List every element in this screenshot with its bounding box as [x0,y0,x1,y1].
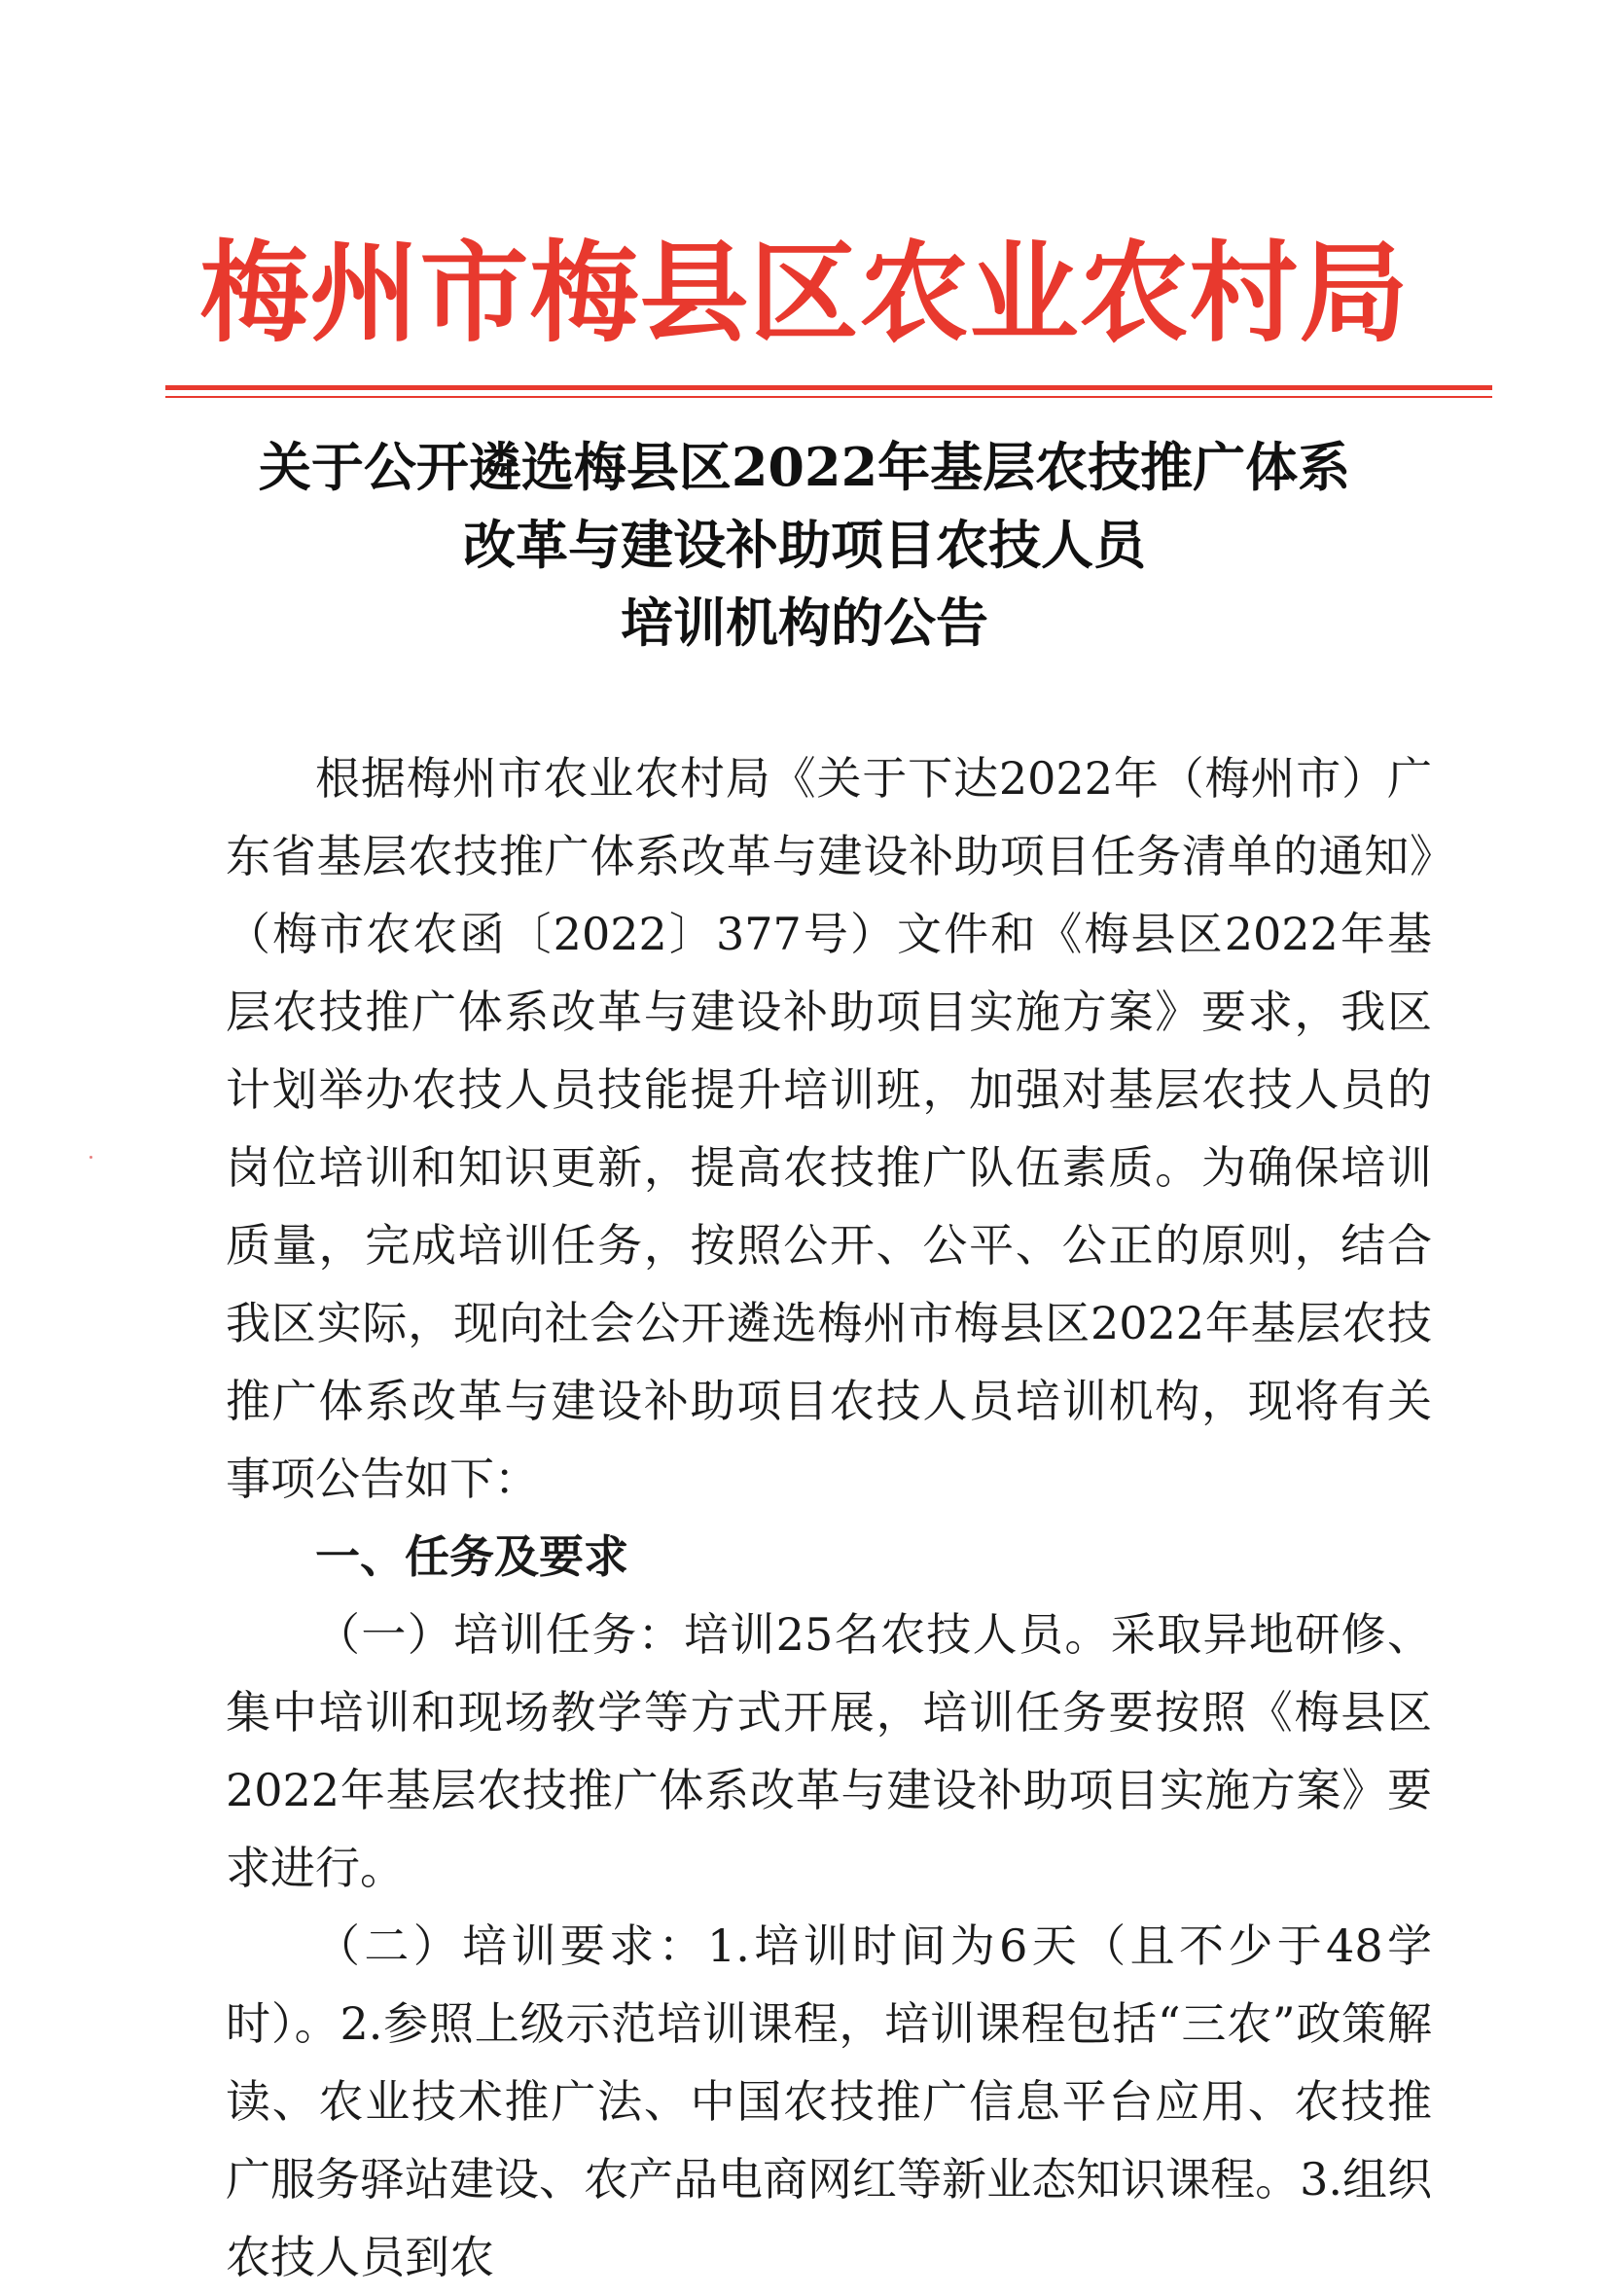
training-requirement-paragraph: （二）培训要求：1.培训时间为6天（且不少于48学时）。2.参照上级示范培训课程，培训课程包括“三农”政策解读、农业技术推广法、中国农技推广信息平台应用、农技推广服务驿站建设、农产品电商网红等新业态知识课程。3.组织农技人员到农 [226,1919,1432,2283]
document-body [226,739,1432,2296]
document-title-line-1: 关于公开遴选梅县区2022年基层农技推广体系 [258,436,1351,498]
training-task-paragraph: （一）培训任务：培训25名农技人员。采取异地研修、集中培训和现场教学等方式开展，培训任务要按照《梅县区2022年基层农技推广体系改革与建设补助项目实施方案》要求进行。 [226,1608,1432,1894]
red-divider-thin [165,396,1492,398]
issuing-organization-header: 梅州市梅县区农业农村局 [199,230,1410,357]
document-title [0,428,1609,662]
document-title-line-3: 培训机构的公告 [621,592,988,654]
scan-speck [89,1156,92,1159]
section-heading-tasks: 一、任务及要求 [315,1530,628,1583]
red-divider-thick [165,385,1492,390]
intro-paragraph: 根据梅州市农业农村局《关于下达2022年（梅州市）广东省基层农技推广体系改革与建设补助项目任务清单的通知》（梅市农农函〔2022〕377号）文件和《梅县区2022年基层农技推广体系改革与建设补助项目实施方案》要求，我区计划举办农技人员技能提升培训班，加强对基层农技人员的岗位培训和知识更新，提高农技推广队伍素质。为确保培训质量，完成培训任务，按照公开、公平、公正的原则，结合我区实际，现向社会公开遴选梅州市梅县区2022年基层农技推广体系改革与建设补助项目农技人员培训机构，现将有关事项公告如下： [226,752,1432,1505]
document-title-line-2: 改革与建设补助项目农技人员 [463,514,1146,576]
